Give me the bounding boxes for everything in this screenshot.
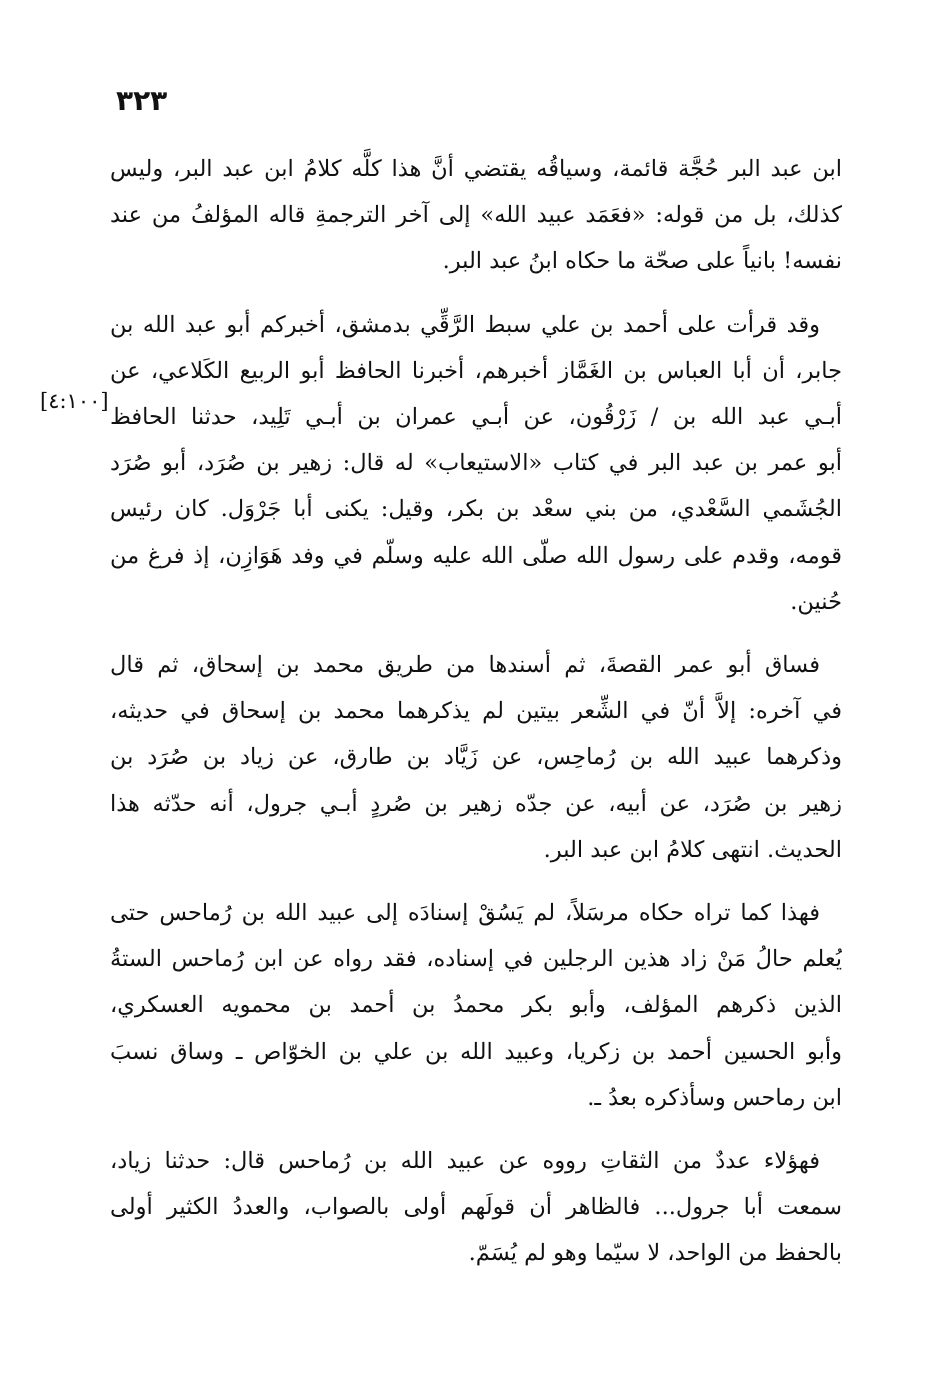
text-line: جابر، أن أبا العباس بن الغَمَّاز أخبرهم، أخبرنا الحافظ أبو الربيع الكَلاعي، عن xyxy=(110,357,842,384)
page-number: ٣٢٣ xyxy=(116,84,168,117)
paragraph-2 xyxy=(110,302,842,625)
margin-reference: [٤:١٠٠] xyxy=(40,389,109,413)
paragraph-4 xyxy=(110,890,842,1121)
text-line: ابن عبد البر حُجَّة قائمة، وسياقُه يقتضي أنَّ هذا كلَّه كلامُ ابن عبد البر، وليس xyxy=(110,156,842,182)
text-line: الجُشَمي السَّعْدي، من بني سعْد بن بكر، وقيل: يكنى أبا جَرْوَل. كان رئيس xyxy=(110,496,842,523)
text-line: فساق أبو عمر القصةَ، ثم أسندها من طريق محمد بن إسحاق، ثم قال xyxy=(110,652,820,679)
text-line: حُنين. xyxy=(790,588,842,615)
text-line: فهؤلاء عددٌ من الثقاتِ رووه عن عبيد الله بن رُماحس قال: حدثنا زياد، xyxy=(110,1148,820,1175)
paragraph-1 xyxy=(110,146,842,285)
paragraph-5 xyxy=(110,1138,842,1277)
text-line: وقد قرأت على أحمد بن علي سبط الرَّقِّي بدمشق، أخبركم أبو عبد الله بن xyxy=(110,311,820,338)
body-text xyxy=(110,146,842,1294)
text-line: زهير بن صُرَد، عن أبيه، عن جدّه زهير بن صُردٍ أبـي جرول، أنه حدّثه هذا xyxy=(110,790,842,817)
paragraph-3 xyxy=(110,642,842,873)
text-line: وذكرهما عبيد الله بن رُماحِس، عن زَيَّاد بن طارق، عن زياد بن صُرَد بن xyxy=(110,744,842,771)
text-line: يُعلم حالُ مَنْ زاد هذين الرجلين في إسناده، فقد رواه عن ابن رُماحس الستةُ xyxy=(110,946,842,973)
text-line: ابن رماحس وسأذكره بعدُ ـ. xyxy=(587,1084,842,1111)
text-line: فهذا كما تراه حكاه مرسَلاً، لم يَسُقْ إسنادَه إلى عبيد الله بن رُماحس حتى xyxy=(110,900,820,927)
text-line: الحديث. انتهى كلامُ ابن عبد البر. xyxy=(543,836,842,863)
text-line: قومه، وقدم على رسول الله صلّى الله عليه وسلّم في وفد هَوَازِن، إذ فرغ من xyxy=(110,542,842,569)
text-line: بالحفظ من الواحد، لا سيّما وهو لم يُسَمّ. xyxy=(468,1240,842,1267)
text-line: كذلك، بل من قوله: «فعَمَد عبيد الله» إلى آخر الترجمةِ قاله المؤلفُ من عند xyxy=(110,202,842,229)
text-line: سمعت أبا جرول... فالظاهر أن قولَهم أولى بالصواب، والعددُ الكثير أولى xyxy=(110,1194,842,1221)
text-line: الذين ذكرهم المؤلف، وأبو بكر محمدُ بن أحمد بن محمويه العسكري، xyxy=(110,992,842,1019)
text-line: نفسه! بانياً على صحّة ما حكاه ابنُ عبد البر. xyxy=(442,248,842,275)
text-line: أبـي عبد الله بن / زَرْقُون، عن أبـي عمران بن أبـي تَلِيد، حدثنا الحافظ xyxy=(110,404,842,431)
text-line: وأبو الحسين أحمد بن زكريا، وعبيد الله بن علي بن الخوّاص ـ وساق نسبَ xyxy=(110,1038,842,1065)
text-line: أبو عمر بن عبد البر في كتاب «الاستيعاب» له قال: زهير بن صُرَد، أبو صُرَد xyxy=(110,450,842,477)
text-line: في آخره: إلاَّ أنّ في الشِّعر بيتين لم يذكرهما محمد بن إسحاق في حديثه، xyxy=(110,698,842,725)
